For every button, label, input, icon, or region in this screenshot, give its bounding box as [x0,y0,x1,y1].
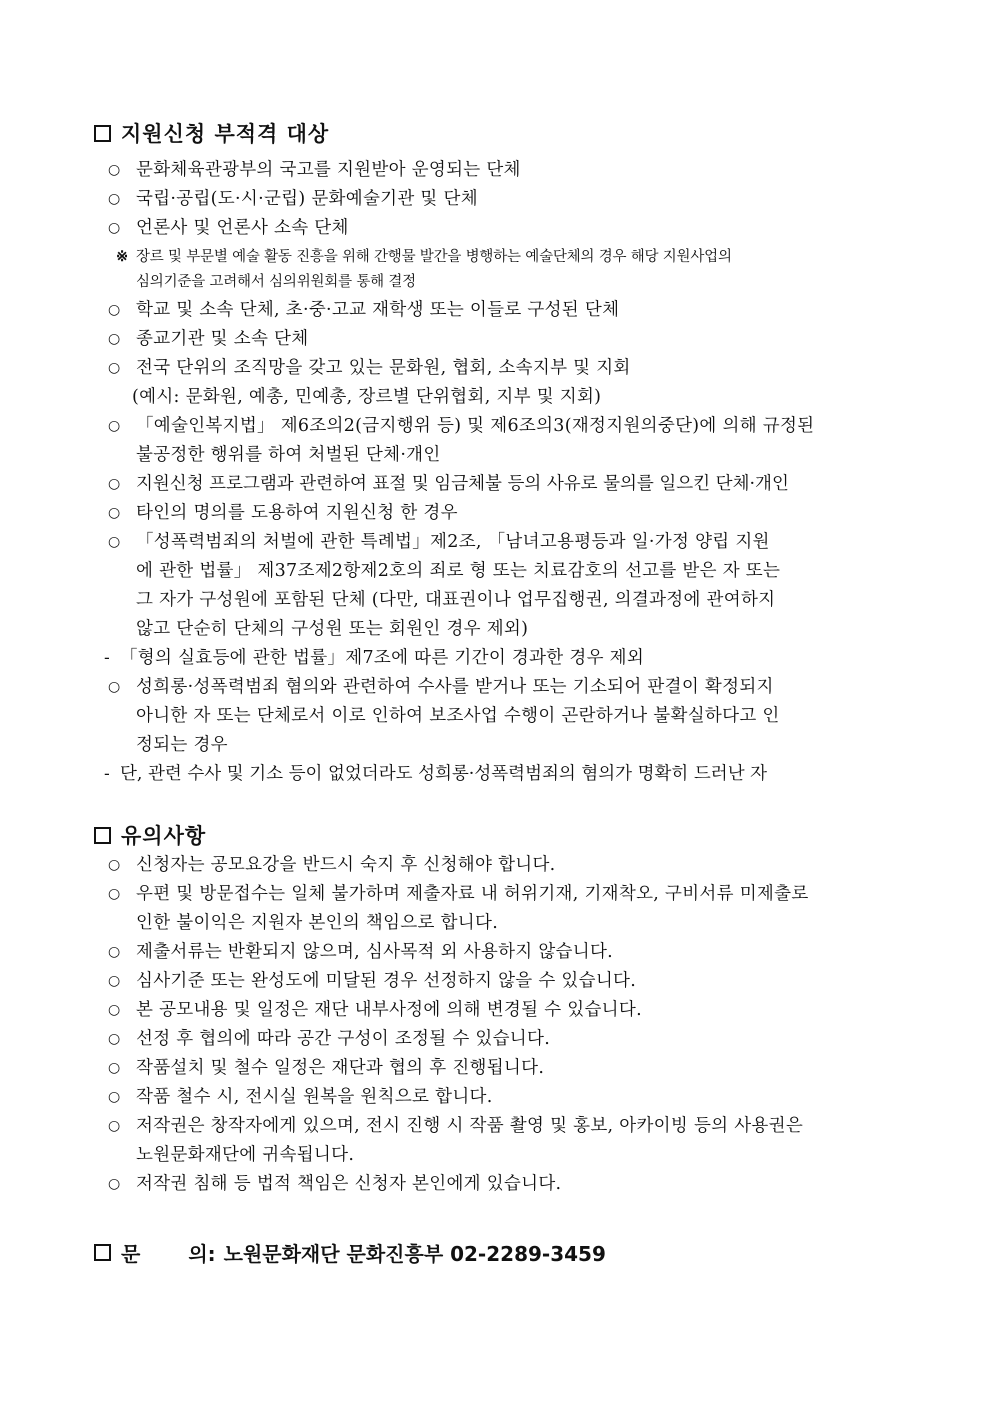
list-item-continuation: 불공정한 행위를 하여 처벌된 단체·개인 [136,445,441,465]
checkbox-square-icon [94,827,111,844]
list-item: 성희롱·성폭력범죄 혐의와 관련하여 수사를 받거나 또는 기소되어 판결이 확정되지 [136,677,774,697]
section-heading-notice [94,820,206,850]
note-mark-icon: ※ [116,248,128,265]
list-item: 저작권은 창작자에게 있으며, 전시 진행 시 작품 촬영 및 홍보, 아카이빙 등의 사용권은 [136,1116,804,1136]
list-item-continuation: 정되는 경우 [136,735,228,755]
bullet-circle-icon: ○ [108,973,121,989]
contact-label-part1: 문 [121,1242,141,1266]
list-item: 제출서류는 반환되지 않으며, 심사목적 외 사용하지 않습니다. [136,942,614,962]
list-item: 작품설치 및 철수 일정은 재단과 협의 후 진행됩니다. [136,1058,545,1078]
section-title: 지원신청 부적격 대상 [121,122,330,146]
bullet-circle-icon: ○ [108,886,121,902]
list-item: 종교기관 및 소속 단체 [136,329,309,349]
list-subitem: 단, 관련 수사 및 기소 등이 없었더라도 성희롱·성폭력범죄의 혐의가 명확히 드러난 자 [120,764,768,784]
bullet-circle-icon: ○ [108,1060,121,1076]
bullet-circle-icon: ○ [108,534,121,550]
dash-mark: - [104,648,110,668]
list-item: 전국 단위의 조직망을 갖고 있는 문화원, 협회, 소속지부 및 지회 [136,358,631,378]
list-item-continuation: 인한 불이익은 지원자 본인의 책임으로 합니다. [136,913,499,933]
list-item: 저작권 침해 등 법적 책임은 신청자 본인에게 있습니다. [136,1174,562,1194]
bullet-circle-icon: ○ [108,191,121,207]
list-item-continuation: (예시: 문화원, 예총, 민예총, 장르별 단위협회, 지부 및 지회) [132,387,602,407]
bullet-circle-icon: ○ [108,1089,121,1105]
list-item: 문화체육관광부의 국고를 지원받아 운영되는 단체 [136,160,521,180]
list-item-continuation: 않고 단순히 단체의 구성원 또는 회원인 경우 제외) [136,619,529,639]
list-item: 학교 및 소속 단체, 초·중·고교 재학생 또는 이들로 구성된 단체 [136,300,620,320]
bullet-circle-icon: ○ [108,162,121,178]
checkbox-square-icon [94,1244,111,1261]
list-subitem: 「형의 실효등에 관한 법률」제7조에 따른 기간이 경과한 경우 제외 [120,648,645,668]
list-item: 작품 철수 시, 전시실 원복을 원칙으로 합니다. [136,1087,493,1107]
contact-text: 노원문화재단 문화진흥부 02-2289-3459 [223,1242,606,1266]
list-item: 「성폭력범죄의 처벌에 관한 특례법」제2조, 「남녀고용평등과 일·가정 양립 지원 [136,532,770,552]
bullet-circle-icon: ○ [108,302,121,318]
bullet-circle-icon: ○ [108,1031,121,1047]
contact-label-part2: 의: [188,1242,216,1266]
list-item: 본 공모내용 및 일정은 재단 내부사정에 의해 변경될 수 있습니다. [136,1000,642,1020]
dash-mark: - [104,764,110,784]
bullet-circle-icon: ○ [108,220,121,236]
list-item: 심사기준 또는 완성도에 미달된 경우 선정하지 않을 수 있습니다. [136,971,637,991]
section-title: 유의사항 [121,824,207,848]
list-item-continuation: 아니한 자 또는 단체로서 이로 인하여 보조사업 수행이 곤란하거나 불확실하다고 인 [136,706,780,726]
bullet-circle-icon: ○ [108,1176,121,1192]
bullet-circle-icon: ○ [108,944,121,960]
list-item: 선정 후 협의에 따라 공간 구성이 조정될 수 있습니다. [136,1029,551,1049]
bullet-circle-icon: ○ [108,331,121,347]
section-heading-ineligible [94,118,329,148]
list-item: 신청자는 공모요강을 반드시 숙지 후 신청해야 합니다. [136,855,556,875]
bullet-circle-icon: ○ [108,1002,121,1018]
list-item: 언론사 및 언론사 소속 단체 [136,218,349,238]
list-item: 「예술인복지법」 제6조의2(금지행위 등) 및 제6조의3(재정지원의중단)에 의해 규정된 [136,416,815,436]
list-item: 타인의 명의를 도용하여 지원신청 한 경우 [136,503,458,523]
list-item: 국립·공립(도·시·군립) 문화예술기관 및 단체 [136,189,478,209]
checkbox-square-icon [94,125,111,142]
list-item-continuation: 에 관한 법률」 제37조제2항제2호의 죄로 형 또는 치료감호의 선고를 받은 자 또는 [136,561,781,581]
bullet-circle-icon: ○ [108,1118,121,1134]
note-line: 심의기준을 고려해서 심의위원회를 통해 결정 [136,274,416,290]
bullet-circle-icon: ○ [108,857,121,873]
list-item-continuation: 그 자가 구성원에 포함된 단체 (다만, 대표권이나 업무집행권, 의결과정에 관여하지 [136,590,776,610]
bullet-circle-icon: ○ [108,418,121,434]
list-item: 지원신청 프로그램과 관련하여 표절 및 임금체불 등의 사유로 물의를 일으킨 단체·개인 [136,474,789,494]
note-line: 장르 및 부문별 예술 활동 진흥을 위해 간행물 발간을 병행하는 예술단체의 경우 해당 지원사업의 [136,249,732,265]
bullet-circle-icon: ○ [108,505,121,521]
contact-line [94,1238,606,1267]
bullet-circle-icon: ○ [108,476,121,492]
bullet-circle-icon: ○ [108,679,121,695]
list-item: 우편 및 방문접수는 일체 불가하며 제출자료 내 허위기재, 기재착오, 구비서류 미제출로 [136,884,809,904]
list-item-continuation: 노원문화재단에 귀속됩니다. [136,1145,355,1165]
bullet-circle-icon: ○ [108,360,121,376]
